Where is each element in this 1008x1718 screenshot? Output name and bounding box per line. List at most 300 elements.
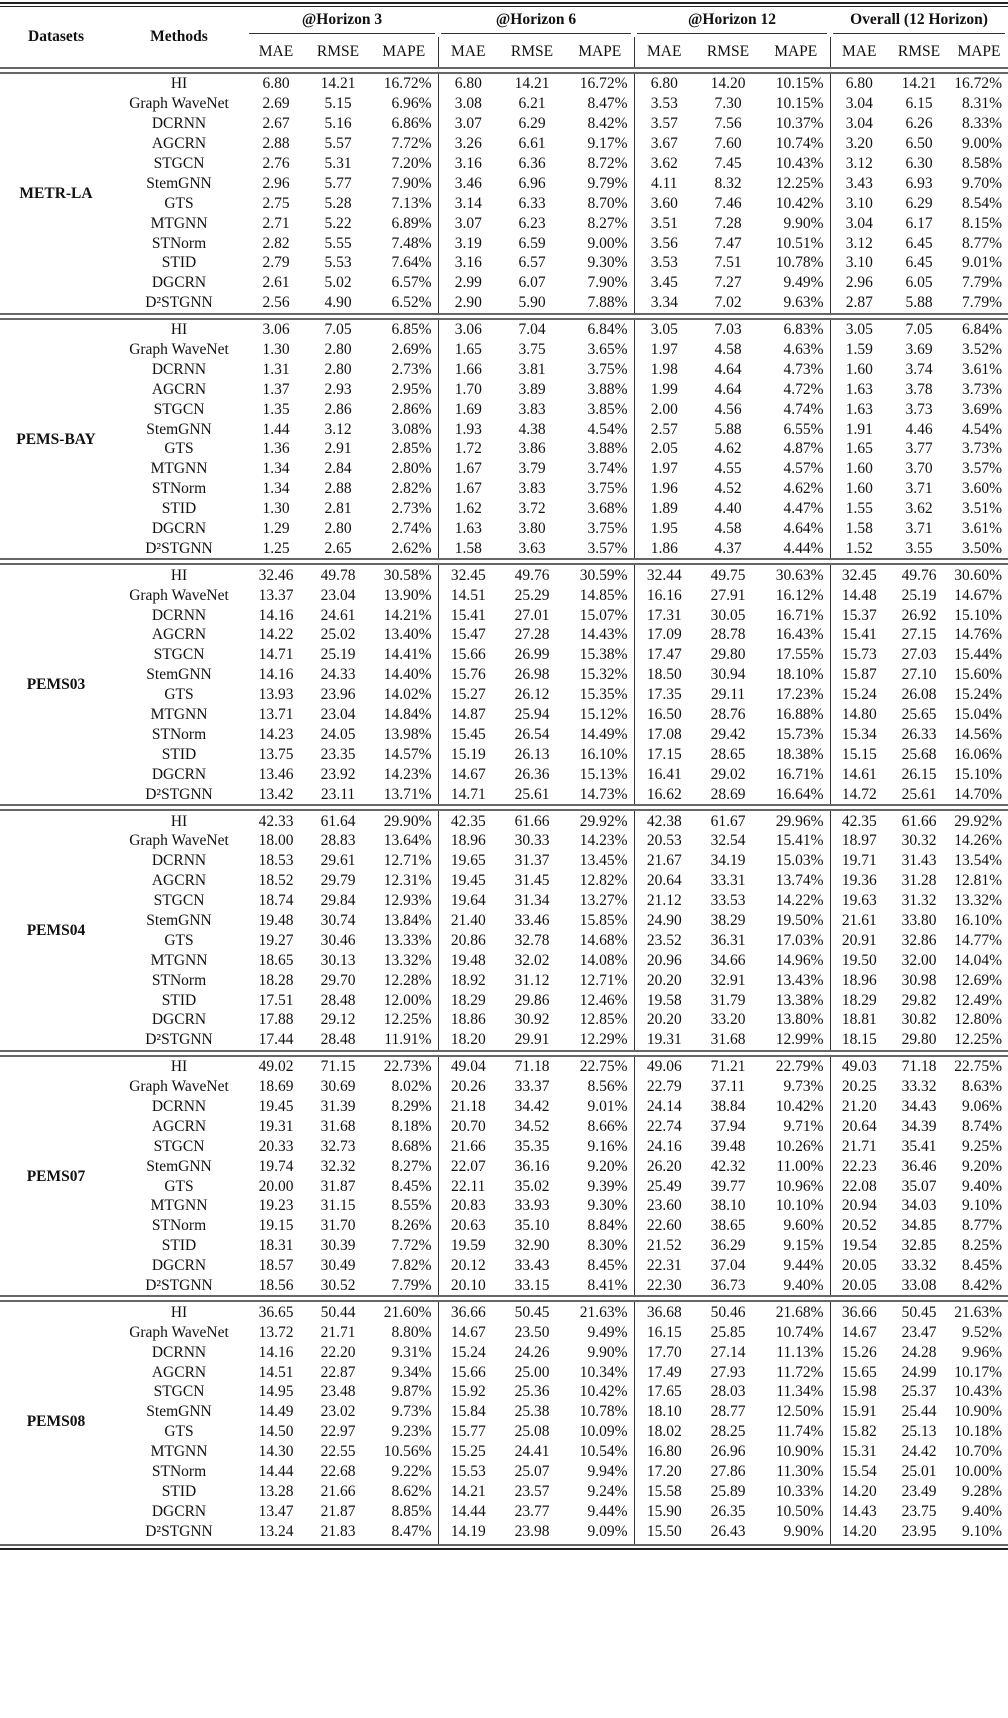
cell-rmse: 3.80	[518, 520, 546, 538]
cell-rmse: 25.38	[514, 1403, 550, 1421]
cell-rmse: 31.68	[710, 1031, 746, 1049]
cell-mape: 9.06%	[961, 1097, 1002, 1115]
cell-rmse: 26.92	[901, 606, 937, 624]
method-name: AGCRN	[151, 380, 207, 398]
cell-rmse: 26.98	[514, 666, 550, 684]
cell-rmse: 6.45	[905, 254, 933, 272]
cell-mape: 14.73%	[579, 785, 628, 803]
cell-rmse: 6.93	[905, 174, 933, 192]
cell-mae: 21.12	[634, 891, 694, 911]
cell-rmse: 3.74	[905, 360, 933, 378]
cell-rmse: 30.52	[320, 1276, 356, 1294]
method-name: AGCRN	[151, 1117, 207, 1135]
cell-rmse: 38.29	[710, 911, 746, 929]
cell-mape: 9.73%	[783, 1078, 824, 1096]
cell-rmse: 30.05	[710, 606, 746, 624]
cell-mae: 14.49	[258, 1403, 294, 1421]
cell-mape: 16.10%	[579, 745, 628, 763]
cell-rmse: 3.83	[518, 400, 546, 418]
method-name: HI	[170, 1303, 188, 1321]
cell-mape: 7.48%	[391, 234, 432, 252]
cell-mae: 19.59	[438, 1236, 498, 1256]
cell-rmse: 3.70	[905, 460, 933, 478]
cell-mae: 1.65	[830, 439, 888, 459]
cell-rmse: 25.29	[514, 586, 550, 604]
cell-mae: 17.70	[634, 1342, 694, 1362]
cell-mae: 21.71	[830, 1136, 888, 1156]
cell-mae: 14.87	[438, 705, 498, 725]
cell-mae: 19.63	[830, 891, 888, 911]
table-row	[0, 950, 1008, 970]
cell-mape: 4.72%	[783, 380, 824, 398]
cell-mape: 12.46%	[579, 991, 628, 1009]
cell-rmse: 36.29	[710, 1237, 746, 1255]
cell-mape: 3.69%	[961, 400, 1002, 418]
cell-mape: 3.73%	[961, 380, 1002, 398]
cell-mae: 19.64	[438, 891, 498, 911]
cell-mape: 15.44%	[954, 646, 1002, 664]
cell-rmse: 31.87	[320, 1177, 356, 1195]
table-row	[0, 1442, 1008, 1462]
metric-header-rmse: RMSE	[510, 43, 554, 60]
cell-rmse: 42.32	[710, 1157, 746, 1175]
cell-mae: 19.45	[258, 1097, 294, 1115]
cell-mae: 14.19	[438, 1521, 498, 1541]
cell-rmse: 37.94	[710, 1117, 746, 1135]
cell-rmse: 6.30	[905, 155, 933, 172]
cell-mae: 1.97	[634, 340, 694, 360]
cell-mae: 21.67	[634, 851, 694, 871]
cell-rmse: 35.07	[901, 1177, 937, 1195]
cell-rmse: 28.48	[320, 1031, 356, 1049]
cell-mae: 18.74	[258, 892, 294, 910]
cell-mae: 15.66	[438, 1362, 498, 1382]
cell-rmse: 4.58	[714, 520, 742, 538]
cell-mape: 14.67%	[954, 586, 1002, 604]
cell-rmse: 6.96	[518, 174, 546, 192]
cell-rmse: 35.41	[901, 1137, 937, 1155]
cell-mape: 30.63%	[775, 566, 824, 584]
cell-mape: 9.00%	[961, 135, 1002, 153]
table-row	[0, 73, 1008, 94]
cell-rmse: 2.84	[324, 460, 352, 478]
table-row	[0, 744, 1008, 764]
cell-rmse: 28.77	[710, 1403, 746, 1421]
cell-mae: 3.45	[634, 273, 694, 293]
cell-rmse: 27.91	[710, 586, 746, 604]
cell-mae: 2.69	[262, 95, 290, 113]
cell-rmse: 35.10	[514, 1217, 550, 1235]
cell-rmse: 3.86	[518, 440, 546, 458]
cell-mape: 8.58%	[961, 155, 1002, 172]
cell-rmse: 28.69	[710, 785, 746, 803]
cell-rmse: 7.60	[714, 135, 742, 153]
cell-mape: 8.33%	[961, 115, 1002, 133]
method-name: STNorm	[151, 1463, 207, 1480]
cell-rmse: 24.41	[514, 1443, 550, 1461]
cell-mape: 12.71%	[579, 971, 628, 989]
table-row	[0, 1382, 1008, 1402]
cell-mae: 1.97	[634, 459, 694, 479]
cell-rmse: 25.07	[514, 1463, 550, 1480]
cell-rmse: 26.33	[901, 725, 937, 743]
cell-rmse: 4.38	[518, 420, 546, 438]
table-row	[0, 499, 1008, 519]
cell-mae: 14.43	[830, 1501, 888, 1521]
cell-mae: 18.96	[830, 970, 888, 990]
cell-mape: 9.40%	[961, 1502, 1002, 1520]
cell-mae: 14.61	[830, 764, 888, 784]
cell-rmse: 4.37	[714, 539, 742, 557]
cell-mae: 20.64	[634, 871, 694, 891]
cell-mae: 18.57	[258, 1257, 294, 1275]
cell-rmse: 14.21	[514, 75, 550, 93]
cell-rmse: 2.80	[324, 341, 352, 359]
cell-mape: 13.32%	[954, 892, 1002, 910]
cell-mape: 8.45%	[961, 1257, 1002, 1275]
cell-mae: 2.56	[262, 294, 290, 312]
table-row	[0, 585, 1008, 605]
table-row	[0, 891, 1008, 911]
cell-rmse: 5.22	[324, 214, 352, 232]
method-name: STNorm	[151, 971, 207, 989]
cell-mae: 1.60	[830, 359, 888, 379]
cell-mape: 15.07%	[579, 606, 628, 624]
cell-rmse: 4.58	[714, 341, 742, 359]
cell-mae: 14.71	[438, 784, 498, 805]
cell-rmse: 3.69	[905, 341, 933, 359]
cell-rmse: 22.68	[320, 1463, 356, 1480]
table-row	[0, 970, 1008, 990]
cell-mae: 15.34	[830, 725, 888, 745]
cell-mae: 22.11	[438, 1176, 498, 1196]
cell-mae: 18.96	[438, 831, 498, 851]
cell-mape: 15.60%	[954, 666, 1002, 684]
cell-mae: 15.58	[634, 1481, 694, 1501]
cell-mape: 10.43%	[775, 155, 824, 172]
cell-mae: 18.02	[634, 1422, 694, 1442]
cell-mae: 36.65	[258, 1303, 294, 1321]
cell-rmse: 26.15	[901, 765, 937, 783]
cell-mae: 20.20	[634, 1010, 694, 1030]
cell-mae: 32.46	[258, 566, 294, 584]
cell-mae: 1.35	[262, 400, 290, 418]
dataset-name: PEMS04	[26, 921, 86, 939]
cell-mae: 49.02	[258, 1058, 294, 1076]
cell-mae: 15.77	[438, 1422, 498, 1442]
cell-mae: 2.57	[634, 419, 694, 439]
cell-mape: 4.57%	[783, 460, 824, 478]
method-name: DCRNN	[151, 1097, 207, 1115]
cell-mape: 14.85%	[579, 586, 628, 604]
cell-mape: 14.77%	[954, 931, 1002, 949]
cell-mape: 10.74%	[775, 135, 824, 153]
cell-mae: 42.35	[830, 810, 888, 831]
cell-mae: 14.16	[258, 1343, 294, 1361]
method-name: STID	[161, 1237, 197, 1255]
cell-mape: 16.72%	[954, 75, 1002, 93]
cell-rmse: 5.88	[714, 420, 742, 438]
cell-rmse: 32.85	[901, 1237, 937, 1255]
cell-mape: 10.34%	[579, 1363, 628, 1381]
cell-mae: 3.07	[438, 114, 498, 134]
cell-mae: 20.12	[438, 1256, 498, 1276]
metric-header-mape: MAPE	[957, 43, 1001, 60]
cell-mape: 21.60%	[383, 1303, 432, 1321]
cell-rmse: 35.02	[514, 1177, 550, 1195]
cell-rmse: 29.12	[320, 1011, 356, 1029]
cell-mae: 20.91	[830, 930, 888, 950]
cell-mape: 10.51%	[775, 234, 824, 252]
cell-rmse: 29.61	[320, 852, 356, 870]
cell-mape: 14.70%	[954, 785, 1002, 803]
cell-mae: 21.52	[634, 1236, 694, 1256]
cell-mae: 13.71	[258, 706, 294, 724]
cell-mape: 8.72%	[587, 155, 628, 172]
cell-rmse: 23.75	[901, 1502, 937, 1520]
cell-rmse: 25.44	[901, 1403, 937, 1421]
method-name: StemGNN	[146, 911, 212, 929]
cell-rmse: 7.51	[714, 254, 742, 272]
cell-mape: 22.73%	[383, 1058, 432, 1076]
cell-mae: 15.76	[438, 665, 498, 685]
cell-rmse: 31.39	[320, 1097, 356, 1115]
table-row	[0, 193, 1008, 213]
cell-mape: 7.79%	[391, 1276, 432, 1294]
cell-mape: 14.21%	[383, 606, 432, 624]
cell-rmse: 49.76	[901, 566, 937, 584]
method-name: STID	[161, 745, 197, 763]
cell-mape: 8.30%	[587, 1237, 628, 1255]
cell-mape: 9.90%	[783, 214, 824, 232]
cell-mae: 17.49	[634, 1362, 694, 1382]
cell-rmse: 50.45	[901, 1303, 937, 1321]
cell-rmse: 30.49	[320, 1257, 356, 1275]
cell-mape: 12.93%	[383, 892, 432, 910]
cell-mae: 3.04	[830, 114, 888, 134]
method-name: AGCRN	[151, 626, 207, 644]
cell-mape: 3.88%	[587, 380, 628, 398]
cell-rmse: 6.23	[518, 214, 546, 232]
cell-rmse: 23.98	[514, 1522, 550, 1540]
cell-mape: 10.15%	[775, 95, 824, 113]
cell-rmse: 25.01	[901, 1463, 937, 1480]
cell-rmse: 25.02	[320, 626, 356, 644]
cell-mape: 8.47%	[391, 1522, 432, 1540]
cell-mae: 21.20	[830, 1097, 888, 1117]
cell-mae: 1.44	[262, 420, 290, 438]
cell-rmse: 61.64	[320, 812, 356, 830]
cell-rmse: 39.77	[710, 1177, 746, 1195]
cell-mape: 8.31%	[961, 95, 1002, 113]
cell-mae: 3.06	[262, 321, 290, 339]
cell-mae: 14.23	[258, 725, 294, 743]
table-row	[0, 253, 1008, 273]
cell-rmse: 4.64	[714, 360, 742, 378]
cell-mape: 12.25%	[954, 1031, 1002, 1049]
cell-rmse: 36.46	[901, 1157, 937, 1175]
cell-mape: 3.60%	[961, 480, 1002, 498]
cell-rmse: 34.03	[901, 1197, 937, 1215]
cell-mape: 7.79%	[961, 294, 1002, 312]
dataset-name: METR-LA	[19, 184, 93, 202]
cell-mae: 36.66	[830, 1301, 888, 1322]
cell-mape: 8.02%	[391, 1078, 432, 1096]
table-row	[0, 340, 1008, 360]
cell-mae: 14.71	[258, 646, 294, 664]
method-name: Graph WaveNet	[129, 586, 229, 604]
cell-mae: 1.25	[262, 539, 290, 557]
cell-mae: 13.28	[258, 1482, 294, 1500]
cell-mape: 8.41%	[587, 1276, 628, 1294]
cell-rmse: 32.00	[901, 951, 937, 969]
cell-rmse: 26.96	[710, 1443, 746, 1461]
cell-mae: 3.60	[634, 193, 694, 213]
cell-rmse: 31.45	[514, 872, 550, 890]
cell-mape: 8.55%	[391, 1197, 432, 1215]
method-name: D²STGNN	[145, 1522, 213, 1540]
cell-mae: 1.95	[634, 519, 694, 539]
cell-mape: 6.84%	[961, 321, 1002, 339]
cell-mae: 24.90	[634, 911, 694, 931]
cell-mape: 4.47%	[783, 500, 824, 518]
cell-rmse: 24.05	[320, 725, 356, 743]
horizon-3-header: @Horizon 3	[246, 7, 438, 38]
cell-mae: 1.72	[438, 439, 498, 459]
method-name: MTGNN	[150, 214, 208, 232]
cell-mape: 11.34%	[776, 1383, 824, 1401]
cell-rmse: 30.98	[901, 971, 937, 989]
cell-mae: 2.71	[262, 214, 290, 232]
metric-header-mae: MAE	[634, 37, 694, 68]
cell-mape: 12.69%	[954, 971, 1002, 989]
method-name: STGCN	[153, 892, 205, 910]
cell-mae: 17.31	[634, 605, 694, 625]
method-name: DCRNN	[151, 852, 207, 870]
method-name: Graph WaveNet	[129, 832, 229, 850]
cell-mape: 9.23%	[391, 1423, 432, 1441]
cell-mape: 14.68%	[579, 931, 628, 949]
metric-header-rmse: RMSE	[706, 43, 750, 60]
cell-mae: 3.14	[438, 193, 498, 213]
table-row	[0, 1196, 1008, 1216]
cell-mae: 14.95	[258, 1383, 294, 1401]
table-row	[0, 810, 1008, 831]
metric-header-mae: MAE	[258, 43, 294, 60]
cell-mape: 4.73%	[783, 360, 824, 378]
cell-mape: 16.10%	[954, 911, 1002, 929]
cell-mae: 17.15	[634, 744, 694, 764]
method-name: HI	[170, 812, 188, 830]
cell-mape: 9.79%	[587, 174, 628, 192]
cell-rmse: 4.56	[714, 400, 742, 418]
cell-rmse: 29.86	[514, 991, 550, 1009]
cell-mape: 16.72%	[579, 75, 628, 93]
cell-rmse: 22.97	[320, 1423, 356, 1441]
cell-mape: 10.56%	[383, 1443, 432, 1461]
cell-rmse: 36.16	[514, 1157, 550, 1175]
cell-mae: 15.84	[438, 1402, 498, 1422]
cell-rmse: 3.78	[905, 380, 933, 398]
cell-mae: 14.44	[258, 1463, 294, 1480]
cell-mape: 10.15%	[775, 75, 824, 93]
cell-mape: 9.49%	[587, 1323, 628, 1341]
table-row	[0, 1097, 1008, 1117]
cell-mae: 6.80	[262, 75, 290, 93]
cell-rmse: 30.39	[320, 1237, 356, 1255]
cell-mape: 10.18%	[954, 1423, 1002, 1441]
cell-rmse: 30.74	[320, 911, 356, 929]
cell-rmse: 61.66	[514, 812, 550, 830]
cell-mape: 9.34%	[391, 1363, 432, 1381]
cell-mape: 16.71%	[775, 606, 824, 624]
cell-mae: 18.10	[634, 1402, 694, 1422]
cell-mape: 29.90%	[383, 812, 432, 830]
cell-mae: 13.42	[258, 785, 294, 803]
cell-rmse: 6.21	[518, 95, 546, 113]
cell-rmse: 37.11	[710, 1078, 746, 1096]
cell-mape: 16.88%	[775, 706, 824, 724]
table-row	[0, 479, 1008, 499]
table-row	[0, 764, 1008, 784]
cell-rmse: 34.19	[710, 852, 746, 870]
method-name: MTGNN	[150, 951, 208, 969]
cell-mape: 13.45%	[579, 852, 628, 870]
cell-mae: 3.12	[830, 233, 888, 253]
cell-mape: 3.52%	[961, 341, 1002, 359]
cell-rmse: 6.33	[518, 194, 546, 212]
cell-mae: 18.29	[830, 990, 888, 1010]
cell-mape: 14.56%	[954, 725, 1002, 743]
cell-rmse: 61.67	[710, 812, 746, 830]
cell-mape: 10.42%	[775, 1097, 824, 1115]
table-row	[0, 1462, 1008, 1482]
cell-rmse: 4.62	[714, 440, 742, 458]
cell-rmse: 14.21	[901, 75, 937, 93]
table-row	[0, 1362, 1008, 1382]
cell-mae: 3.05	[634, 319, 694, 340]
cell-mape: 10.54%	[579, 1443, 628, 1461]
cell-mape: 13.84%	[383, 911, 432, 929]
cell-rmse: 6.17	[905, 214, 933, 232]
cell-mape: 9.10%	[961, 1197, 1002, 1215]
cell-mape: 14.96%	[775, 951, 824, 969]
cell-rmse: 71.15	[320, 1058, 356, 1076]
cell-rmse: 32.78	[514, 931, 550, 949]
cell-mae: 24.14	[634, 1097, 694, 1117]
cell-mae: 42.38	[634, 810, 694, 831]
cell-rmse: 27.86	[710, 1463, 746, 1480]
cell-mape: 7.82%	[391, 1257, 432, 1275]
cell-mae: 16.41	[634, 764, 694, 784]
cell-mae: 6.80	[438, 73, 498, 94]
cell-rmse: 50.45	[514, 1303, 550, 1321]
table-row	[0, 605, 1008, 625]
table-row	[0, 665, 1008, 685]
cell-rmse: 25.89	[710, 1482, 746, 1500]
cell-mape: 9.01%	[961, 254, 1002, 272]
cell-rmse: 7.28	[714, 214, 742, 232]
cell-mape: 13.71%	[383, 785, 432, 803]
table-row	[0, 1256, 1008, 1276]
cell-rmse: 6.36	[518, 155, 546, 172]
method-name: DCRNN	[151, 360, 207, 378]
cell-rmse: 26.99	[514, 646, 550, 664]
method-name: GTS	[164, 1423, 194, 1441]
cell-mae: 15.27	[438, 685, 498, 705]
cell-mape: 10.37%	[775, 115, 824, 133]
cell-mae: 14.20	[830, 1521, 888, 1541]
